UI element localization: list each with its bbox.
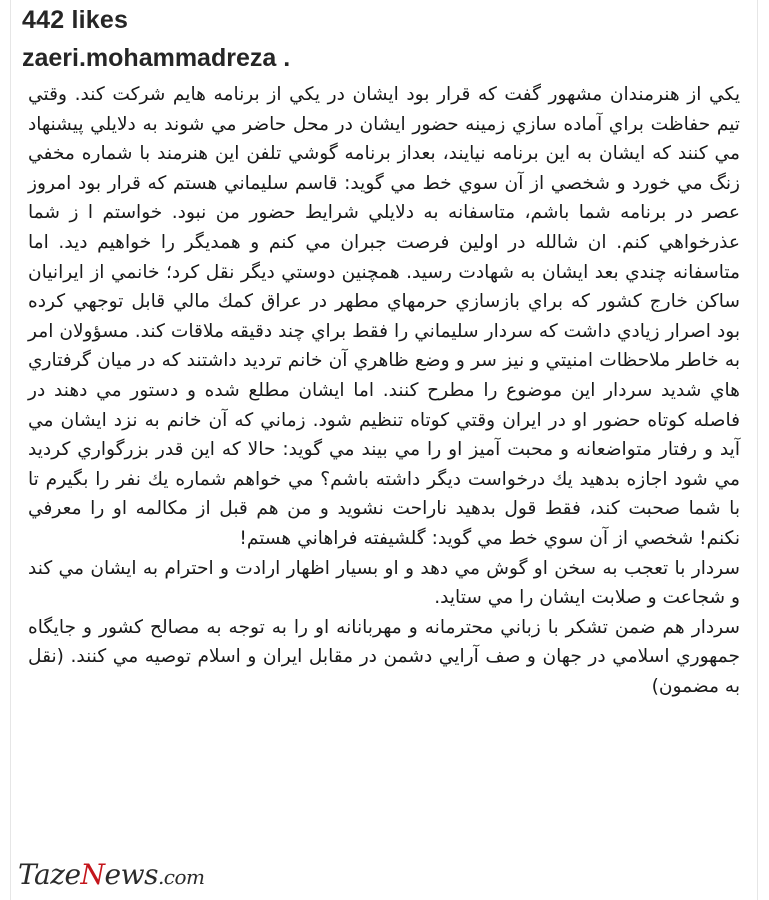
caption-text xyxy=(28,80,740,701)
watermark-rest: ews xyxy=(104,858,158,891)
caption-paragraph-3: سردار هم ضمن تشكر با زباني محترمانه و مهربانانه او را به توجه به مصالح كشور و جايگاه جمهوري اسلامي در جهان و صف آرايي دشمن در مقابل ايران و اسلام توصيه مي كنند. (نقل به مضمون) xyxy=(28,616,740,697)
watermark-highlight: N xyxy=(80,858,105,891)
caption-paragraph-1: يكي از هنرمندان مشهور گفت كه قرار بود ايشان در يكي از برنامه هايم شركت كند. وقتي تيم حفاظت براي آماده سازي زمينه حضور ايشان در محل حاضر مي شوند به دلايلي پيشنهاد مي كنند كه ايشان به اين برنامه نيايند، بعداز برنامه گوشي تلفن اين هنرمند با شماره مخفي زنگ مي خورد و شخصي از آن سوي خط مي گويد: قاسم سليماني هستم كه قرار بود امروز عصر در برنامه شما باشم، متاسفانه به دلايلي شرايط حضور من نبود. خواستم ا ز شما عذرخواهي كنم. ان شالله در اولين فرصت جبران مي كنم و همديگر را خواهيم ديد. اما متاسفانه چندي بعد ايشان به شهادت رسيد. همچنين دوستي ديگر نقل كرد؛ خانمي از ايرانيان ساكن خارج كشور كه براي بازسازي حرمهاي مطهر در عراق كمك مالي قابل توجهي كرده بود اصرار زيادي داشت كه سردار سليماني را فقط براي چند دقيقه ملاقات كند. مسؤولان امر به خاطر ملاحظات امنيتي و نيز سر و وضع ظاهري آن خانم ترديد داشتند كه در ميان گرفتاري هاي شديد سردار اين موضوع را مطرح كنند. اما ايشان مطلع شده و دستور مي دهند در فاصله كوتاه حضور او در ايران وقتي كوتاه تنظيم شود. زماني كه آن خانم به نزد ايشان مي آيد و رفتار متواضعانه و محبت آميز او را مي بيند مي گويد: حالا كه اين قدر بزرگواري كرديد مي شود اجازه بدهيد يك درخواست ديگر داشته باشم؟ مي خواهم شماره يك نفر را بگيرم تا با شما صحبت كند، فقط قول بدهيد ناراحت نشويد و من هم قبل از مكالمه او را معرفي نكنم! شخصي از آن سوي خط مي گويد: گلشيفته فراهاني هستم! xyxy=(28,84,740,549)
tazenews-watermark xyxy=(18,858,205,891)
watermark-tld: .com xyxy=(157,865,205,889)
username-link[interactable]: zaeri.mohammadreza xyxy=(22,44,277,72)
watermark-prefix: Taze xyxy=(18,858,81,891)
caption-paragraph-2: سردار با تعجب به سخن او گوش مي دهد و او بسيار اظهار ارادت و احترام به ايشان مي كند و شجاعت و صلابت ايشان را مي ستايد. xyxy=(28,557,740,609)
likes-count[interactable]: 442 likes xyxy=(22,6,129,34)
username-suffix: . xyxy=(276,44,291,72)
caption-username-line xyxy=(22,44,290,73)
